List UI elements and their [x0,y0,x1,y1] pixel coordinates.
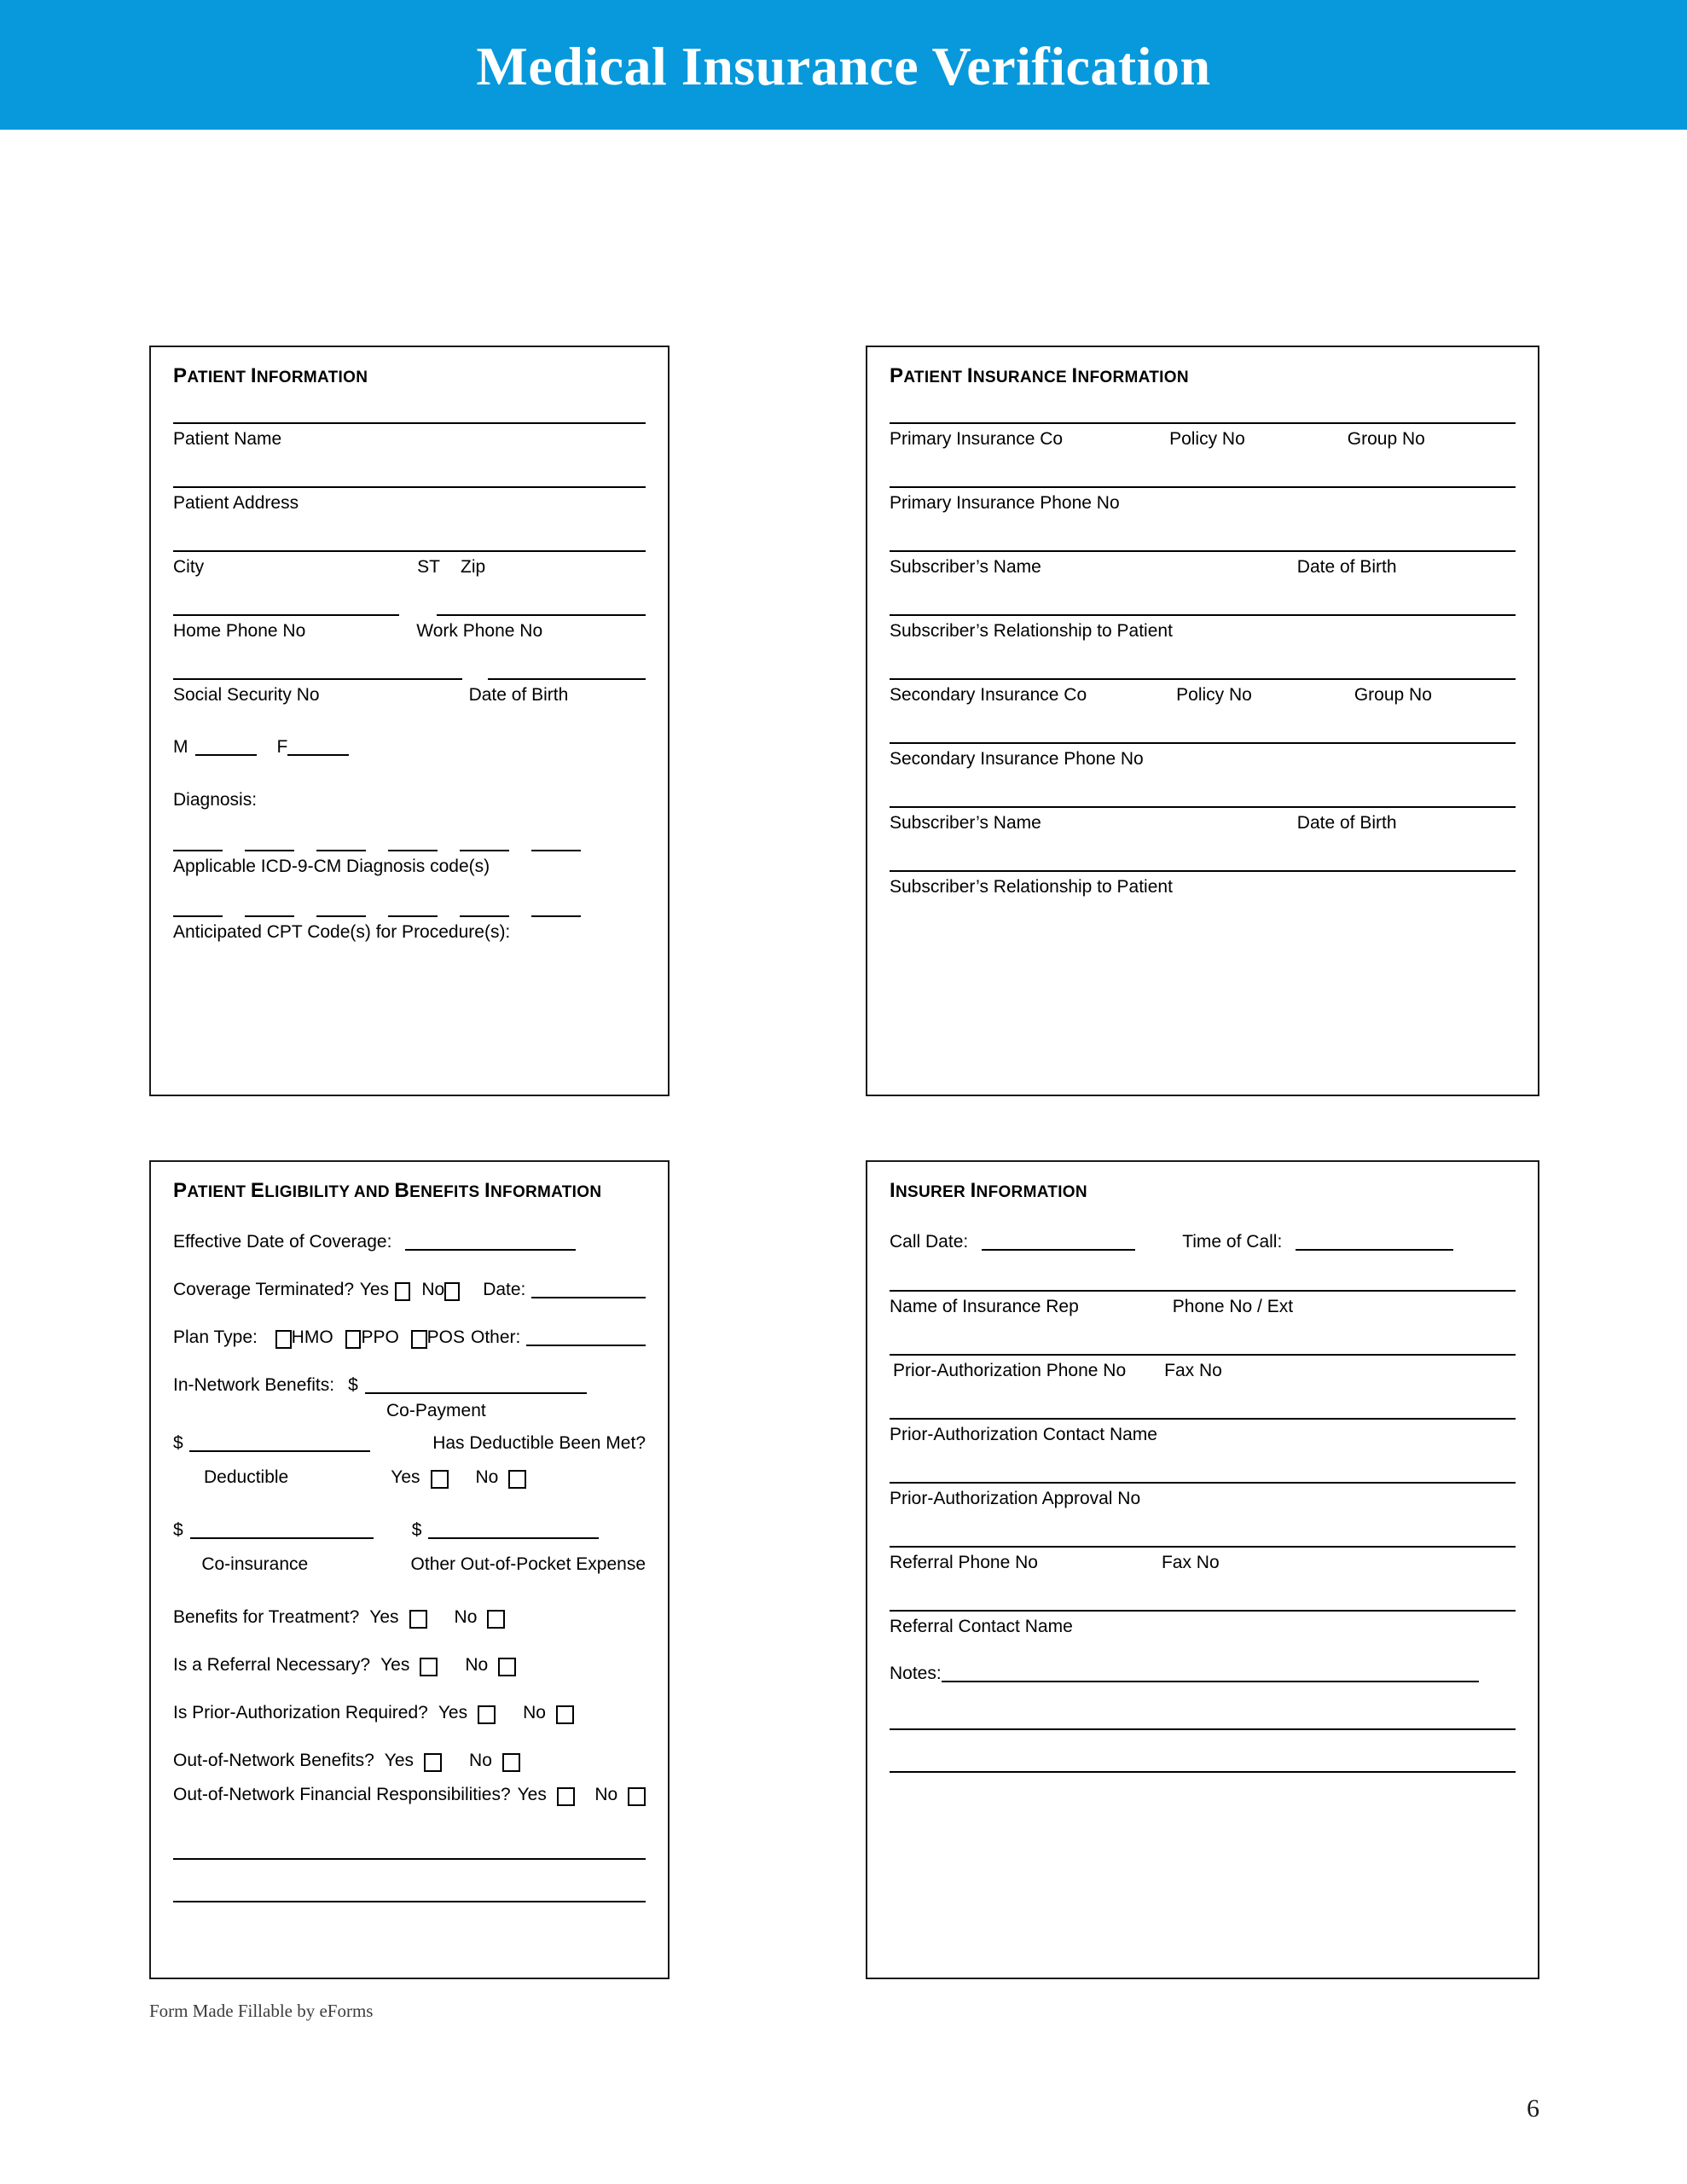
coinsurance-dollar-sign: $ [173,1520,183,1540]
coverage-terminated-date-label: Date: [483,1280,526,1299]
cpt-code-blanks[interactable] [173,915,646,917]
plan-type-other-input[interactable] [526,1345,646,1346]
spacer [1126,1358,1164,1384]
prior-auth-fax-label: Fax No [1164,1361,1222,1380]
oon-benefits-yes-checkbox[interactable] [424,1753,442,1772]
cpt-blank[interactable] [245,915,294,917]
cpt-blank[interactable] [173,915,223,917]
field-patient-name[interactable] [173,422,646,452]
field-prior-auth-contact-name[interactable] [890,1418,1516,1448]
prior-auth-yes-checkbox[interactable] [478,1705,496,1724]
referral-contact-name-label: Referral Contact Name [890,1617,1073,1636]
secondary-policy-no-label: Policy No [1176,685,1252,705]
field-primary-insurance-phone[interactable] [890,486,1516,516]
spacer [1063,427,1169,452]
plan-type-label: Plan Type: [173,1327,258,1347]
dob-rule[interactable] [488,678,646,680]
subscriber-name-2-label: Subscriber’s Name [890,813,1041,833]
cpt-blank[interactable] [316,915,366,917]
panel-patient-eligibility-and-benefits [149,1160,670,1979]
cpt-blank[interactable] [460,915,509,917]
spacer [1041,555,1297,580]
ssn-label: Social Security No [173,685,320,705]
coverage-terminated-yes-checkbox[interactable] [395,1282,410,1301]
field-coverage-terminated[interactable] [173,1276,646,1304]
icd-blank[interactable] [316,850,366,851]
prior-auth-yes-label: Yes [438,1703,468,1722]
field-coinsurance-sublabels [173,1551,646,1578]
in-network-benefits-label: In-Network Benefits: [173,1375,335,1395]
page-title: Medical Insurance Verification [476,36,1211,96]
subscriber-dob-2-label: Date of Birth [1296,813,1397,833]
oon-benefits-no-checkbox[interactable] [502,1753,520,1772]
notes-input-line-2[interactable] [890,1728,1516,1730]
work-phone-label: Work Phone No [416,621,543,641]
name-of-insurance-rep-label: Name of Insurance Rep [890,1297,1079,1316]
field-phones[interactable] [173,614,646,644]
field-referral-phone-fax[interactable] [890,1546,1516,1576]
prior-auth-no-checkbox[interactable] [556,1705,574,1724]
field-subscriber-name-primary[interactable] [890,550,1516,580]
call-date-input[interactable] [982,1249,1135,1251]
field-subscriber-relationship-secondary[interactable] [890,870,1516,900]
policy-no-label: Policy No [1169,429,1245,449]
field-secondary-insurance[interactable] [890,678,1516,708]
copayment-sublabel-wrap [386,1399,646,1423]
field-is-prior-auth-required[interactable] [173,1699,646,1727]
has-deductible-been-met-label: Has Deductible Been Met? [432,1433,646,1453]
field-subscriber-relationship-primary[interactable] [890,614,1516,644]
field-secondary-insurance-phone[interactable] [890,742,1516,772]
diagnosis-label: Diagnosis: [173,790,258,810]
prior-auth-approval-no-label: Prior-Authorization Approval No [890,1489,1141,1508]
coinsurance-input[interactable] [190,1537,374,1539]
plan-type-other-label: Other: [470,1327,521,1347]
oon-financial-yes-label: Yes [517,1785,547,1804]
deductible-met-no-label: No [475,1467,499,1487]
cpt-blank[interactable] [388,915,438,917]
icd-caption-label: Applicable ICD-9-CM Diagnosis code(s) [173,857,490,876]
home-phone-label: Home Phone No [173,621,306,641]
female-blank[interactable] [287,754,349,756]
field-subscriber-name-secondary[interactable] [890,806,1516,836]
spacer [1245,427,1348,452]
field-referral-contact-name[interactable] [890,1610,1516,1640]
header-banner [0,0,1687,130]
secondary-insurance-co-label: Secondary Insurance Co [890,685,1087,705]
icd-blank[interactable] [388,850,438,851]
prior-auth-phone-label: Prior-Authorization Phone No [893,1361,1127,1380]
field-primary-insurance[interactable] [890,422,1516,452]
male-blank[interactable] [195,754,257,756]
icd-blank[interactable] [460,850,509,851]
field-gender[interactable] [173,734,646,761]
field-out-of-network-financial[interactable] [173,1781,646,1809]
ssn-rule[interactable] [173,678,462,680]
oon-benefits-yes-label: Yes [384,1751,415,1770]
plan-type-pos-label: POS [426,1327,465,1347]
spacer [1252,682,1354,708]
icd-blank[interactable] [245,850,294,851]
oon-financial-no-label: No [594,1785,618,1804]
icd-blank[interactable] [531,850,581,851]
coverage-terminated-date-input[interactable] [531,1297,646,1298]
coverage-terminated-yes-label: Yes [359,1280,390,1299]
field-effective-date-of-coverage[interactable] [173,1228,646,1256]
plan-type-ppo-checkbox[interactable] [345,1330,362,1349]
spacer [440,555,461,580]
notes-input-line-3[interactable] [890,1771,1516,1773]
cpt-caption-wrap [173,917,646,945]
referral-no-checkbox[interactable] [498,1658,516,1676]
other-oop-sublabel: Other Out-of-Pocket Expense [410,1554,646,1574]
notes-input-line-1[interactable] [942,1681,1479,1682]
patient-address-label: Patient Address [173,493,299,513]
home-phone-rule[interactable] [173,614,399,616]
male-label: M [173,737,188,757]
field-deductible-met-answers[interactable] [173,1464,646,1491]
other-oop-dollar-sign: $ [411,1520,422,1540]
effective-date-input[interactable] [405,1249,576,1251]
primary-insurance-co-label: Primary Insurance Co [890,429,1064,449]
phone-no-ext-label: Phone No / Ext [1172,1297,1294,1316]
panel-patient-insurance-information [866,346,1539,1096]
subscriber-relationship-2-label: Subscriber’s Relationship to Patient [890,877,1173,897]
dob-label: Date of Birth [468,685,569,705]
primary-insurance-phone-label: Primary Insurance Phone No [890,493,1120,513]
field-prior-auth-phone-fax[interactable] [890,1354,1516,1384]
deductible-input[interactable] [189,1450,370,1452]
is-prior-auth-required-label: Is Prior-Authorization Required? [173,1703,428,1722]
prior-auth-contact-name-label: Prior-Authorization Contact Name [890,1425,1157,1444]
spacer [1087,682,1176,708]
spacer [1079,1294,1173,1320]
subscriber-relationship-label: Subscriber’s Relationship to Patient [890,621,1173,641]
panel-title-patient-eligibility-and-benefits: PATIENT ELIGIBILITY AND BENEFITS INFORMATION [173,1179,602,1202]
plan-type-ppo-label: PPO [361,1327,399,1347]
coinsurance-sublabel: Co-insurance [201,1554,309,1574]
secondary-insurance-phone-label: Secondary Insurance Phone No [890,749,1144,769]
plan-type-hmo-checkbox[interactable] [275,1330,292,1349]
group-no-label: Group No [1347,429,1425,449]
benefits-treatment-no-label: No [454,1607,478,1627]
subscriber-dob-label: Date of Birth [1296,557,1397,577]
field-insurance-rep[interactable] [890,1290,1516,1320]
field-diagnosis [173,787,646,814]
notes-label: Notes: [890,1664,942,1683]
call-date-label: Call Date: [890,1232,969,1252]
is-referral-necessary-label: Is a Referral Necessary? [173,1655,371,1675]
icd-code-blanks[interactable] [173,850,646,851]
deductible-met-yes-checkbox[interactable] [431,1470,449,1489]
field-notes[interactable] [890,1660,1516,1687]
field-plan-type[interactable] [173,1324,646,1351]
oon-benefits-no-label: No [469,1751,492,1770]
panel-title-patient-information: PATIENT INFORMATION [173,364,368,387]
referral-yes-checkbox[interactable] [420,1658,438,1676]
benefits-for-treatment-label: Benefits for Treatment? [173,1607,360,1627]
field-patient-address[interactable] [173,486,646,516]
icd-blank[interactable] [173,850,223,851]
spacer [320,682,469,708]
plan-type-hmo-label: HMO [291,1327,333,1347]
deductible-sublabel: Deductible [204,1467,289,1487]
coverage-terminated-label: Coverage Terminated? [173,1280,355,1299]
zip-label: Zip [461,557,486,577]
referral-no-label: No [465,1655,489,1675]
state-label: ST [417,557,441,577]
field-deductible[interactable] [173,1430,646,1457]
spacer [1041,810,1297,836]
spacer [462,678,488,680]
footer-credit: Form Made Fillable by eForms [149,2001,374,2021]
spacer [204,555,417,580]
secondary-group-no-label: Group No [1354,685,1432,705]
field-prior-auth-approval-no[interactable] [890,1482,1516,1512]
oon-financial-yes-checkbox[interactable] [557,1787,575,1806]
out-of-network-benefits-label: Out-of-Network Benefits? [173,1751,374,1770]
field-in-network-benefits[interactable] [173,1372,646,1399]
copayment-dollar-sign: $ [348,1375,358,1395]
time-of-call-label: Time of Call: [1182,1232,1283,1252]
spacer [1038,1550,1162,1576]
eligibility-blank-line-1[interactable] [173,1858,646,1860]
referral-phone-no-label: Referral Phone No [890,1553,1038,1572]
cpt-blank[interactable] [531,915,581,917]
copayment-input[interactable] [365,1392,587,1394]
time-of-call-input[interactable] [1296,1249,1453,1251]
prior-auth-no-label: No [523,1703,546,1722]
benefits-treatment-yes-label: Yes [369,1607,399,1627]
plan-type-pos-checkbox[interactable] [411,1330,427,1349]
panel-title-insurer-information: INSURER INFORMATION [890,1179,1087,1202]
spacer [305,619,416,644]
field-out-of-network-benefits[interactable] [173,1747,646,1774]
city-label: City [173,557,205,577]
patient-name-label: Patient Name [173,429,282,449]
field-coinsurance-and-other-oop[interactable] [173,1517,646,1544]
coverage-terminated-no-label: No [421,1280,445,1299]
field-is-referral-necessary[interactable] [173,1652,646,1679]
deductible-met-no-checkbox[interactable] [508,1470,526,1489]
panel-patient-information [149,346,670,1096]
field-benefits-for-treatment[interactable] [173,1604,646,1631]
benefits-treatment-no-checkbox[interactable] [487,1610,505,1629]
referral-yes-label: Yes [380,1655,410,1675]
out-of-network-financial-label: Out-of-Network Financial Responsibilities? [173,1785,511,1804]
deductible-dollar-sign: $ [173,1433,183,1453]
field-city-state-zip[interactable] [173,550,646,580]
female-label: F [276,737,288,757]
panel-insurer-information [866,1160,1539,1979]
spacer [399,614,438,616]
other-oop-input[interactable] [428,1537,599,1539]
effective-date-label: Effective Date of Coverage: [173,1232,392,1252]
page-number: 6 [1527,2094,1539,2123]
benefits-treatment-yes-checkbox[interactable] [409,1610,427,1629]
deductible-met-yes-label: Yes [391,1467,420,1487]
eligibility-blank-line-2[interactable] [173,1901,646,1902]
copayment-label: Co-Payment [386,1401,486,1420]
field-ssn-dob[interactable] [173,678,646,708]
icd-caption-wrap [173,851,646,880]
referral-fax-no-label: Fax No [1161,1553,1220,1572]
coverage-terminated-no-checkbox[interactable] [444,1282,460,1301]
cpt-caption-label: Anticipated CPT Code(s) for Procedure(s): [173,922,511,942]
field-call-date-time[interactable] [890,1228,1516,1256]
panel-title-patient-insurance-information: PATIENT INSURANCE INFORMATION [890,364,1189,387]
oon-financial-no-checkbox[interactable] [628,1787,646,1806]
work-phone-rule[interactable] [437,614,646,616]
subscriber-name-label: Subscriber’s Name [890,557,1041,577]
